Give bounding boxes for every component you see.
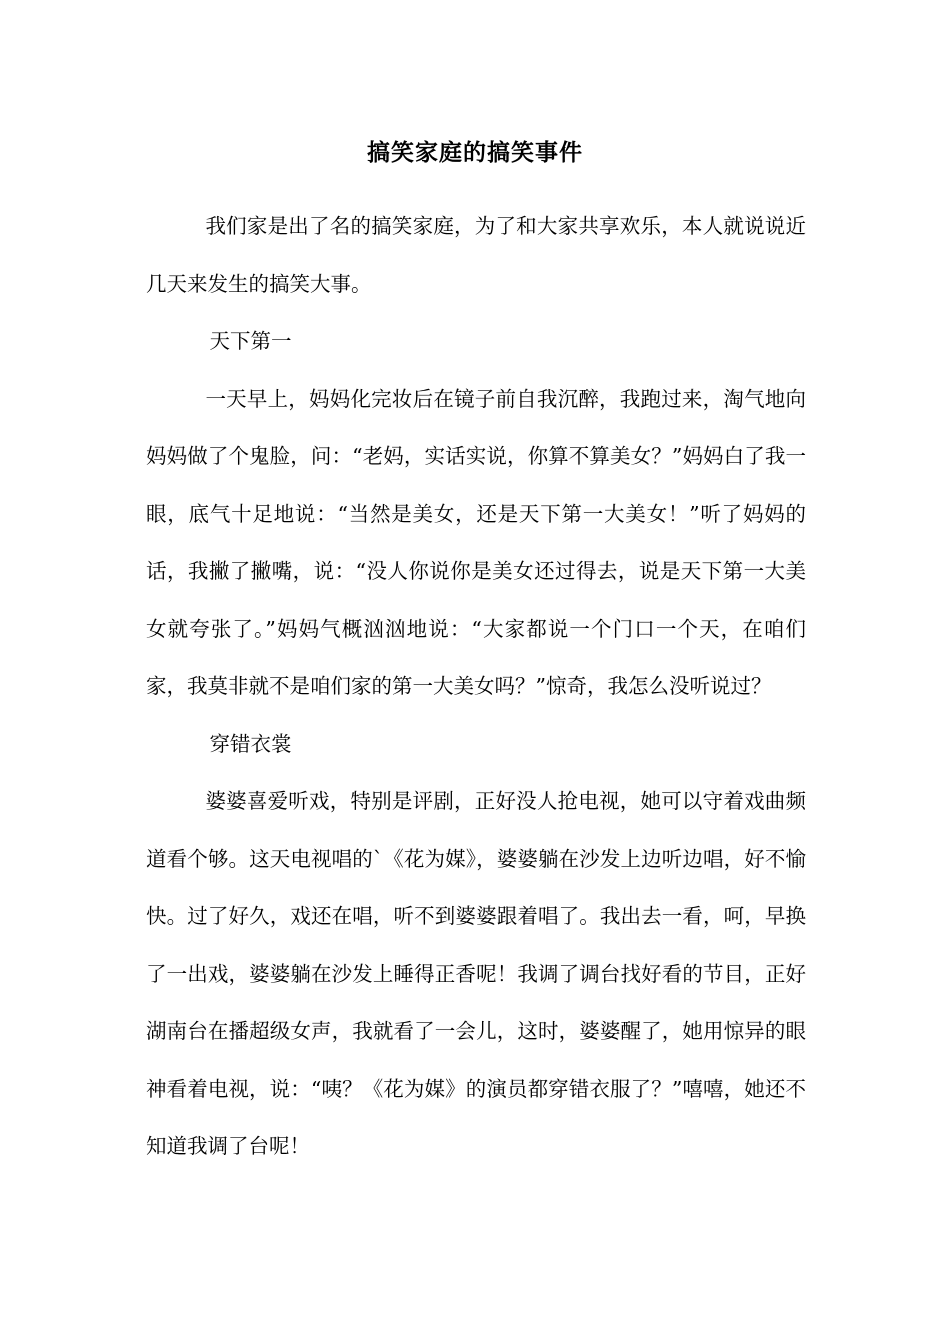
section-heading-2: 穿错衣裳: [209, 731, 292, 756]
document-title: 搞笑家庭的搞笑事件: [367, 139, 583, 166]
paragraph-section-2: 婆婆喜爱听戏，特别是评剧，正好没人抢电视，她可以守着戏曲频道看个够。这天电视唱的`《花为媒》，婆婆躺在沙发上边听边唱，好不愉快。过了好久，戏还在唱，听不到婆婆跟着唱了。我出去一看，呵，早换了一出戏，婆婆躺在沙发上睡得正香呢！我调了调台找好看的节目，正好湖南台在播超级女声，我就看了一会儿，这时，婆婆醒了，她用惊异的眼神看着电视，说：“咦？《花为媒》的演员都穿错衣服了？”嘻嘻，她还不知道我调了台呢！: [146, 789, 806, 1158]
paragraph-intro: 我们家是出了名的搞笑家庭，为了和大家共享欢乐，本人就说说近几天来发生的搞笑大事。: [146, 214, 806, 296]
paragraph-section-1: 一天早上，妈妈化完妆后在镜子前自我沉醉，我跑过来，淘气地向妈妈做了个鬼脸，问：“老妈，实话实说，你算不算美女？”妈妈白了我一眼，底气十足地说：“当然是美女，还是天下第一大美女！”听了妈妈的话，我撇了撇嘴，说：“没人你说你是美女还过得去，说是天下第一大美女就夸张了。”妈妈气概汹汹地说：“大家都说一个门口一个天，在咱们家，我莫非就不是咱们家的第一大美女吗？”惊奇，我怎么没听说过？: [146, 386, 806, 698]
document-body: [146, 198, 806, 1176]
section-heading-1: 天下第一: [209, 329, 292, 353]
